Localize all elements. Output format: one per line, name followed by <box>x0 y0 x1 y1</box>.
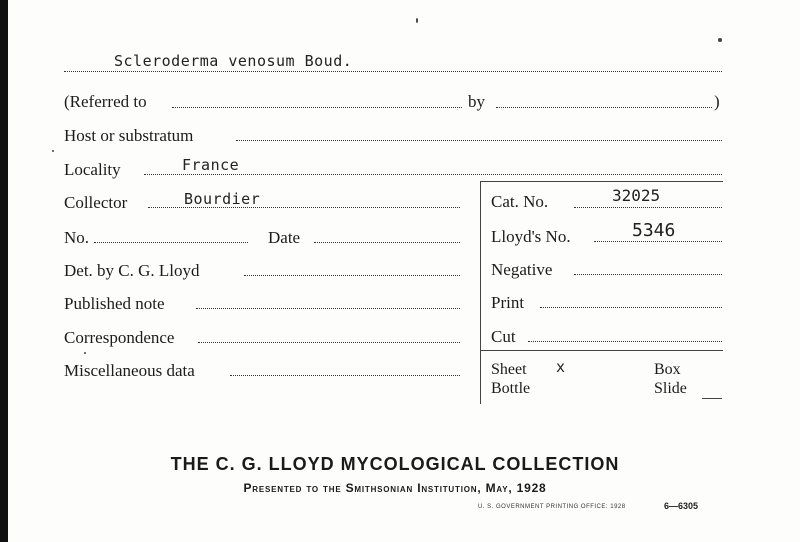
species-name: Scleroderma venosum Boud. <box>114 52 353 70</box>
locality-label: Locality <box>64 160 121 179</box>
collector-label: Collector <box>64 193 128 212</box>
no-label: No. <box>64 228 90 247</box>
scan-speck <box>416 18 418 23</box>
referred-to-label: (Referred to <box>64 92 147 111</box>
form-number: 6—6305 <box>664 501 699 511</box>
collector-value: Bourdier <box>184 190 261 208</box>
published-label: Published note <box>64 294 165 313</box>
misc-line <box>230 375 460 376</box>
cat-no-label: Cat. No. <box>491 192 549 211</box>
correspondence-line <box>198 342 460 343</box>
by-line <box>496 107 712 108</box>
lloyd-no-value: 5346 <box>632 220 676 241</box>
scan-speck <box>84 352 86 354</box>
date-line <box>314 242 460 243</box>
det-label: Det. by C. G. Lloyd <box>64 261 200 280</box>
species-line <box>64 71 722 72</box>
host-label: Host or substratum <box>64 126 194 145</box>
locality-line <box>144 174 722 175</box>
referred-to-line <box>172 107 462 108</box>
print-line <box>540 307 722 308</box>
print-label: Print <box>491 293 525 312</box>
slide-label: Slide <box>654 380 687 397</box>
close-paren: ) <box>714 92 720 111</box>
box-label: Box <box>654 361 681 378</box>
locality-value: France <box>182 156 240 174</box>
date-label: Date <box>268 228 301 247</box>
box-divider <box>480 350 723 351</box>
catalog-box-border <box>480 181 481 404</box>
negative-line <box>574 274 722 275</box>
by-label: by <box>468 92 485 111</box>
scan-speck <box>52 150 54 152</box>
sheet-mark: x <box>556 358 566 376</box>
lloyd-no-line <box>594 241 722 242</box>
collector-line <box>148 207 460 208</box>
slide-line <box>702 398 722 399</box>
published-line <box>196 308 460 309</box>
correspondence-label: Correspondence <box>64 328 175 347</box>
cut-label: Cut <box>491 327 516 346</box>
bottle-label: Bottle <box>491 380 531 397</box>
det-line <box>244 275 460 276</box>
cat-no-value: 32025 <box>612 186 661 205</box>
host-line <box>236 140 722 141</box>
sheet-label: Sheet <box>491 361 527 378</box>
lloyd-no-label: Lloyd's No. <box>491 227 571 246</box>
misc-label: Miscellaneous data <box>64 361 195 380</box>
cat-no-line <box>574 207 722 208</box>
printing-office-imprint: U. S. GOVERNMENT PRINTING OFFICE: 1928 <box>478 504 626 510</box>
collection-title: THE C. G. LLOYD MYCOLOGICAL COLLECTION <box>170 454 620 474</box>
collection-subtitle: Presented to the Smithsonian Institution, May, 1928 <box>243 481 547 495</box>
no-line <box>94 242 248 243</box>
catalog-box-top <box>480 181 723 182</box>
scan-speck <box>718 38 722 42</box>
cut-line <box>528 341 722 342</box>
negative-label: Negative <box>491 260 553 279</box>
